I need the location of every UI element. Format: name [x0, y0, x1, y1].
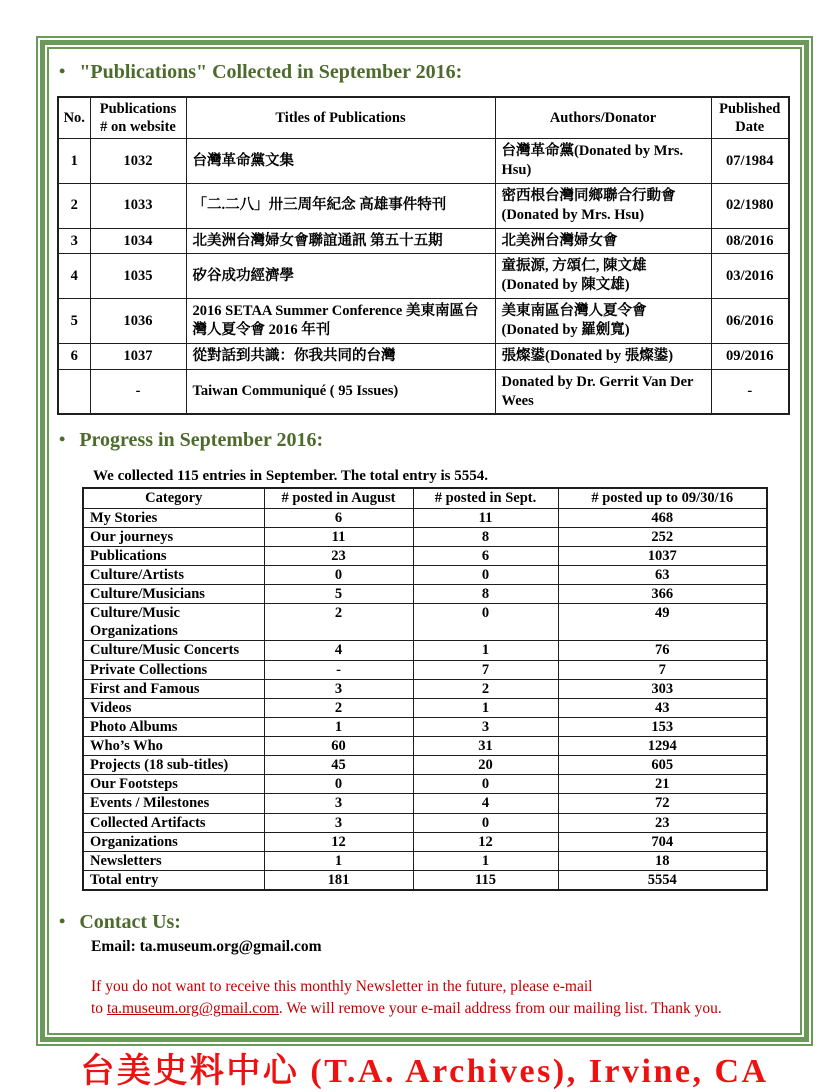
- table-cell: 童振源, 方頌仁, 陳文雄 (Donated by 陳文雄): [495, 254, 711, 299]
- contact-email-line: Email: ta.museum.org@gmail.com: [91, 938, 322, 955]
- table-cell: 3: [413, 717, 558, 736]
- organization-title: 台美史料中心 (T.A. Archives), Irvine, CA: [80, 1052, 769, 1090]
- table-cell: Collected Artifacts: [83, 813, 264, 832]
- table-cell: 1035: [90, 254, 186, 299]
- table-cell: 21: [558, 775, 767, 794]
- table-cell: 03/2016: [711, 254, 789, 299]
- table-cell: 704: [558, 832, 767, 851]
- table-cell: 張燦鍙(Donated by 張燦鍙): [495, 343, 711, 369]
- table-cell: -: [264, 660, 413, 679]
- table-cell: 6: [264, 508, 413, 527]
- table-row: [83, 679, 767, 698]
- table-cell: Projects (18 sub-titles): [83, 756, 264, 775]
- table-cell: Organizations: [83, 832, 264, 851]
- table-cell: Culture/Music Organizations: [83, 604, 264, 641]
- table-row: [58, 183, 789, 228]
- table-cell: 12: [413, 832, 558, 851]
- table-row: [83, 546, 767, 565]
- table-cell: 72: [558, 794, 767, 813]
- table-cell: 63: [558, 565, 767, 584]
- table-row: [83, 813, 767, 832]
- table-cell: 23: [558, 813, 767, 832]
- table-cell: 11: [264, 527, 413, 546]
- column-header: Published Date: [711, 97, 789, 139]
- table-header-row: [83, 488, 767, 508]
- table-row: [83, 508, 767, 527]
- table-row: [58, 369, 789, 414]
- table-cell: 8: [413, 527, 558, 546]
- bullet-icon: •: [59, 429, 66, 450]
- table-row: [83, 832, 767, 851]
- contact-heading-text: Contact Us:: [79, 911, 181, 933]
- table-row: [58, 299, 789, 344]
- table-row: [83, 756, 767, 775]
- table-row: [83, 794, 767, 813]
- table-cell: 31: [413, 737, 558, 756]
- column-header: Category: [83, 488, 264, 508]
- table-row: [58, 139, 789, 184]
- table-cell: 1036: [90, 299, 186, 344]
- table-cell: 60: [264, 737, 413, 756]
- table-cell: 7: [413, 660, 558, 679]
- table-cell: Videos: [83, 698, 264, 717]
- table-cell: 台灣革命黨文集: [186, 139, 495, 184]
- table-row: [83, 604, 767, 641]
- table-cell: 2: [413, 679, 558, 698]
- table-cell: Private Collections: [83, 660, 264, 679]
- table-cell: 密西根台灣同鄉聯合行動會 (Donated by Mrs. Hsu): [495, 183, 711, 228]
- table-cell: 2: [264, 698, 413, 717]
- table-cell: 303: [558, 679, 767, 698]
- table-cell: Total entry: [83, 870, 264, 890]
- table-cell: My Stories: [83, 508, 264, 527]
- table-cell: Our Footsteps: [83, 775, 264, 794]
- table-cell: 49: [558, 604, 767, 641]
- table-cell: Events / Milestones: [83, 794, 264, 813]
- table-cell: 02/1980: [711, 183, 789, 228]
- table-cell: 6: [58, 343, 90, 369]
- page-border-thick-line: [40, 40, 809, 1090]
- table-cell: 8: [413, 585, 558, 604]
- table-cell: 0: [413, 813, 558, 832]
- table-cell: 4: [264, 641, 413, 660]
- column-header: # posted in August: [264, 488, 413, 508]
- progress-heading-text: Progress in September 2016:: [79, 429, 324, 452]
- table-cell: 3: [264, 813, 413, 832]
- unsubscribe-notice-line1: If you do not want to receive this monthly Newsletter in the future, please e-mail: [91, 978, 593, 995]
- unsubscribe-email-link[interactable]: ta.museum.org@gmail.com: [106, 1000, 279, 1018]
- table-cell: 5: [58, 299, 90, 344]
- table-cell: 1033: [90, 183, 186, 228]
- table-cell: 12: [264, 832, 413, 851]
- table-cell: 1: [413, 698, 558, 717]
- column-header: # posted in Sept.: [413, 488, 558, 508]
- table-cell: Taiwan Communiqué ( 95 Issues): [186, 369, 495, 414]
- table-cell: Donated by Dr. Gerrit Van Der Wees: [495, 369, 711, 414]
- table-cell: 07/1984: [711, 139, 789, 184]
- table-cell: Photo Albums: [83, 717, 264, 736]
- table-cell: 18: [558, 851, 767, 870]
- table-row: [83, 660, 767, 679]
- table-row: [58, 343, 789, 369]
- table-cell: -: [711, 369, 789, 414]
- table-cell: [58, 369, 90, 414]
- table-cell: 4: [413, 794, 558, 813]
- table-row: [83, 641, 767, 660]
- bullet-icon: •: [59, 911, 66, 931]
- column-header: No.: [58, 97, 90, 139]
- table-row: [83, 585, 767, 604]
- table-cell: 7: [558, 660, 767, 679]
- table-cell: 45: [264, 756, 413, 775]
- table-row: [58, 254, 789, 299]
- unsubscribe-notice-line2-suffix: . We will remove your e-mail address from our mailing list. Thank you.: [278, 1000, 722, 1018]
- table-cell: 468: [558, 508, 767, 527]
- table-cell: 153: [558, 717, 767, 736]
- unsubscribe-notice-line2-prefix: to: [91, 1000, 107, 1018]
- publications-section-heading: [59, 61, 792, 84]
- table-row: [83, 737, 767, 756]
- column-header: Titles of Publications: [186, 97, 495, 139]
- table-cell: 0: [413, 604, 558, 641]
- table-row: [83, 870, 767, 890]
- table-cell: 20: [413, 756, 558, 775]
- table-cell: 115: [413, 870, 558, 890]
- column-header: # posted up to 09/30/16: [558, 488, 767, 508]
- table-cell: 5: [264, 585, 413, 604]
- table-cell: 0: [264, 565, 413, 584]
- table-cell: 矽谷成功經濟學: [186, 254, 495, 299]
- table-cell: 605: [558, 756, 767, 775]
- page-border-frame: [36, 36, 813, 1090]
- table-cell: 1: [413, 641, 558, 660]
- table-cell: 台灣革命黨(Donated by Mrs. Hsu): [495, 139, 711, 184]
- progress-table: [82, 487, 768, 891]
- table-cell: 2: [264, 604, 413, 641]
- bullet-icon: •: [59, 61, 66, 81]
- table-cell: 09/2016: [711, 343, 789, 369]
- column-header: Publications # on website: [90, 97, 186, 139]
- table-header-row: [58, 97, 789, 139]
- table-row: [83, 717, 767, 736]
- table-row: [83, 775, 767, 794]
- column-header: Authors/Donator: [495, 97, 711, 139]
- table-cell: 1: [264, 851, 413, 870]
- table-cell: 1: [264, 717, 413, 736]
- table-cell: Culture/Artists: [83, 565, 264, 584]
- table-cell: 1034: [90, 228, 186, 254]
- progress-section-heading: [59, 429, 792, 452]
- contact-section-heading: [59, 911, 792, 934]
- table-cell: Who’s Who: [83, 737, 264, 756]
- table-cell: 1294: [558, 737, 767, 756]
- table-cell: Newsletters: [83, 851, 264, 870]
- table-row: [58, 228, 789, 254]
- table-cell: 1: [413, 851, 558, 870]
- table-cell: 0: [413, 565, 558, 584]
- table-cell: Culture/Music Concerts: [83, 641, 264, 660]
- publications-heading-text: "Publications" Collected in September 2016:: [79, 61, 463, 83]
- table-cell: 252: [558, 527, 767, 546]
- unsubscribe-notice: [91, 976, 791, 1021]
- table-cell: 北美洲台灣婦女會: [495, 228, 711, 254]
- table-cell: 1: [58, 139, 90, 184]
- newsletter-page: [47, 47, 802, 1090]
- table-cell: 3: [58, 228, 90, 254]
- table-row: [83, 565, 767, 584]
- table-cell: 3: [264, 679, 413, 698]
- table-cell: 「二.二八」卅三周年紀念 高雄事件特刊: [186, 183, 495, 228]
- table-cell: Our journeys: [83, 527, 264, 546]
- table-cell: 2016 SETAA Summer Conference 美東南區台灣人夏令會 2016 年刊: [186, 299, 495, 344]
- table-cell: 0: [264, 775, 413, 794]
- table-cell: 北美洲台灣婦女會聯誼通訊 第五十五期: [186, 228, 495, 254]
- table-cell: 1037: [90, 343, 186, 369]
- table-cell: 4: [58, 254, 90, 299]
- progress-summary-text: We collected 115 entries in September. The total entry is 5554.: [93, 468, 488, 485]
- table-cell: 從對話到共識：你我共同的台灣: [186, 343, 495, 369]
- table-cell: 美東南區台灣人夏令會 (Donated by 羅劍寬): [495, 299, 711, 344]
- table-cell: Culture/Musicians: [83, 585, 264, 604]
- table-cell: 0: [413, 775, 558, 794]
- table-cell: -: [90, 369, 186, 414]
- table-cell: 181: [264, 870, 413, 890]
- table-cell: First and Famous: [83, 679, 264, 698]
- table-cell: 23: [264, 546, 413, 565]
- table-cell: 76: [558, 641, 767, 660]
- table-row: [83, 527, 767, 546]
- table-cell: 3: [264, 794, 413, 813]
- table-cell: 1032: [90, 139, 186, 184]
- table-cell: 08/2016: [711, 228, 789, 254]
- table-cell: 06/2016: [711, 299, 789, 344]
- table-cell: 43: [558, 698, 767, 717]
- table-row: [83, 851, 767, 870]
- table-cell: 2: [58, 183, 90, 228]
- publications-table: [57, 96, 790, 415]
- table-cell: Publications: [83, 546, 264, 565]
- table-cell: 1037: [558, 546, 767, 565]
- table-cell: 11: [413, 508, 558, 527]
- table-cell: 5554: [558, 870, 767, 890]
- table-cell: 366: [558, 585, 767, 604]
- table-row: [83, 698, 767, 717]
- table-cell: 6: [413, 546, 558, 565]
